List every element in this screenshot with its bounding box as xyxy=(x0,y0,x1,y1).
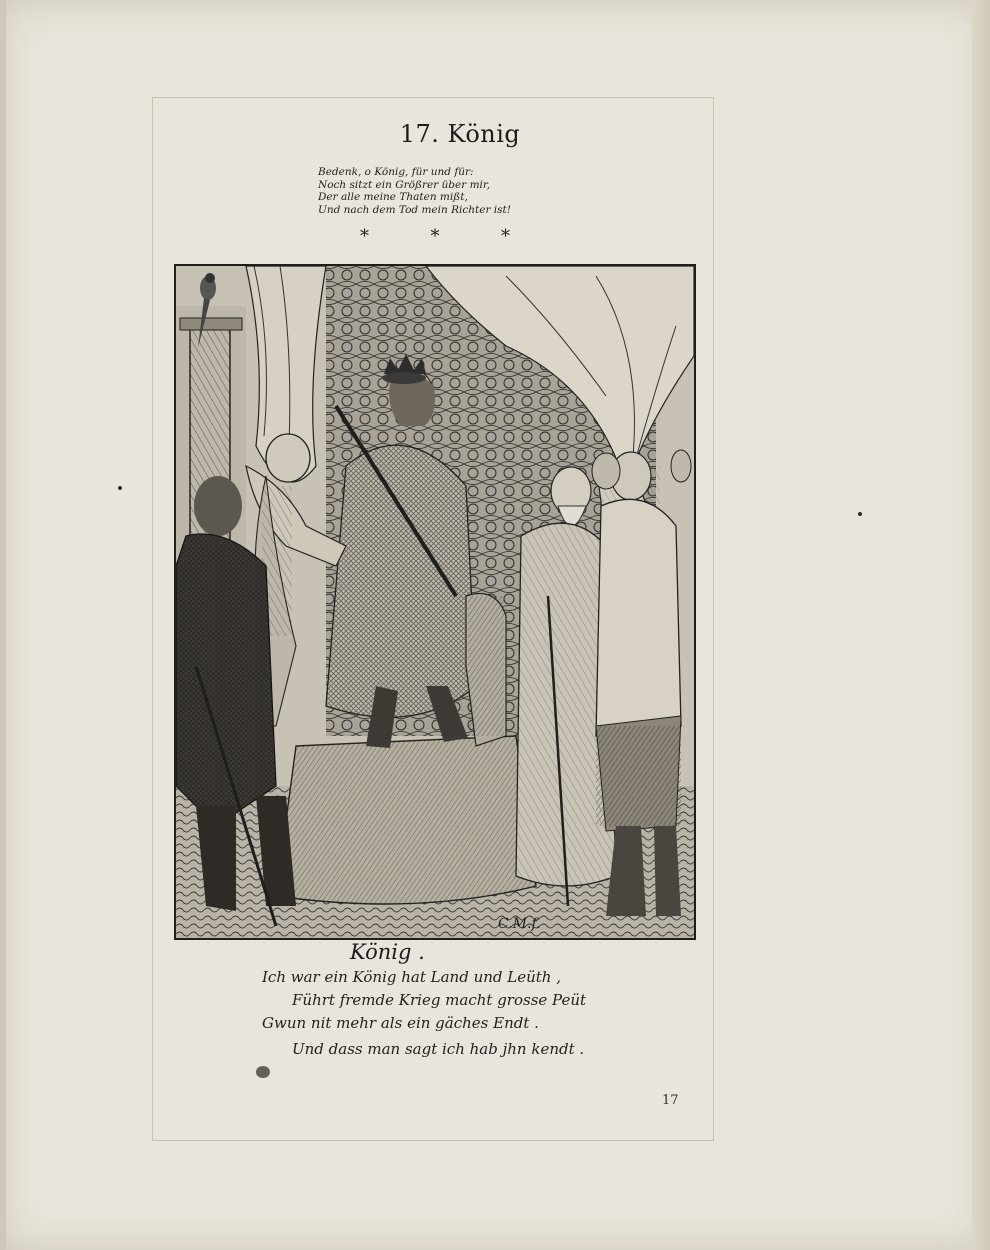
asterism xyxy=(360,226,510,247)
page-left-edge xyxy=(0,0,6,1250)
page-right-edge xyxy=(972,0,990,1250)
page-number: 17 xyxy=(662,1093,679,1108)
star-ornament: * xyxy=(501,226,510,247)
header-verse xyxy=(318,166,648,216)
star-ornament: * xyxy=(430,226,440,247)
caption-line: Und dass man sagt ich hab jhn kendt . xyxy=(292,1040,585,1058)
paper-speck xyxy=(118,486,122,490)
artist-monogram: C.M.f. xyxy=(498,916,541,932)
verse-line: Und nach dem Tod mein Richter ist! xyxy=(318,203,511,216)
verse-line: Der alle meine Thaten mißt, xyxy=(318,191,468,203)
ink-smudge xyxy=(256,1066,270,1078)
caption-line: Gwun nit mehr als ein gäches Endt . xyxy=(262,1014,539,1032)
page-title: 17. König xyxy=(399,120,521,148)
caption-line: Führt fremde Krieg macht grosse Peüt xyxy=(292,991,587,1009)
verse-line: Noch sitzt ein Größrer über mir, xyxy=(318,178,491,191)
caption-line: Ich war ein König hat Land und Leüth , xyxy=(262,968,561,986)
star-ornament: * xyxy=(360,226,369,247)
verse-line: Bedenk, o König, für und für: xyxy=(318,166,474,178)
engraving-scene xyxy=(176,266,694,938)
dog-figure xyxy=(466,594,506,747)
engraving-illustration xyxy=(174,264,696,940)
paper-speck xyxy=(858,512,862,516)
caption-title: König . xyxy=(350,940,425,964)
